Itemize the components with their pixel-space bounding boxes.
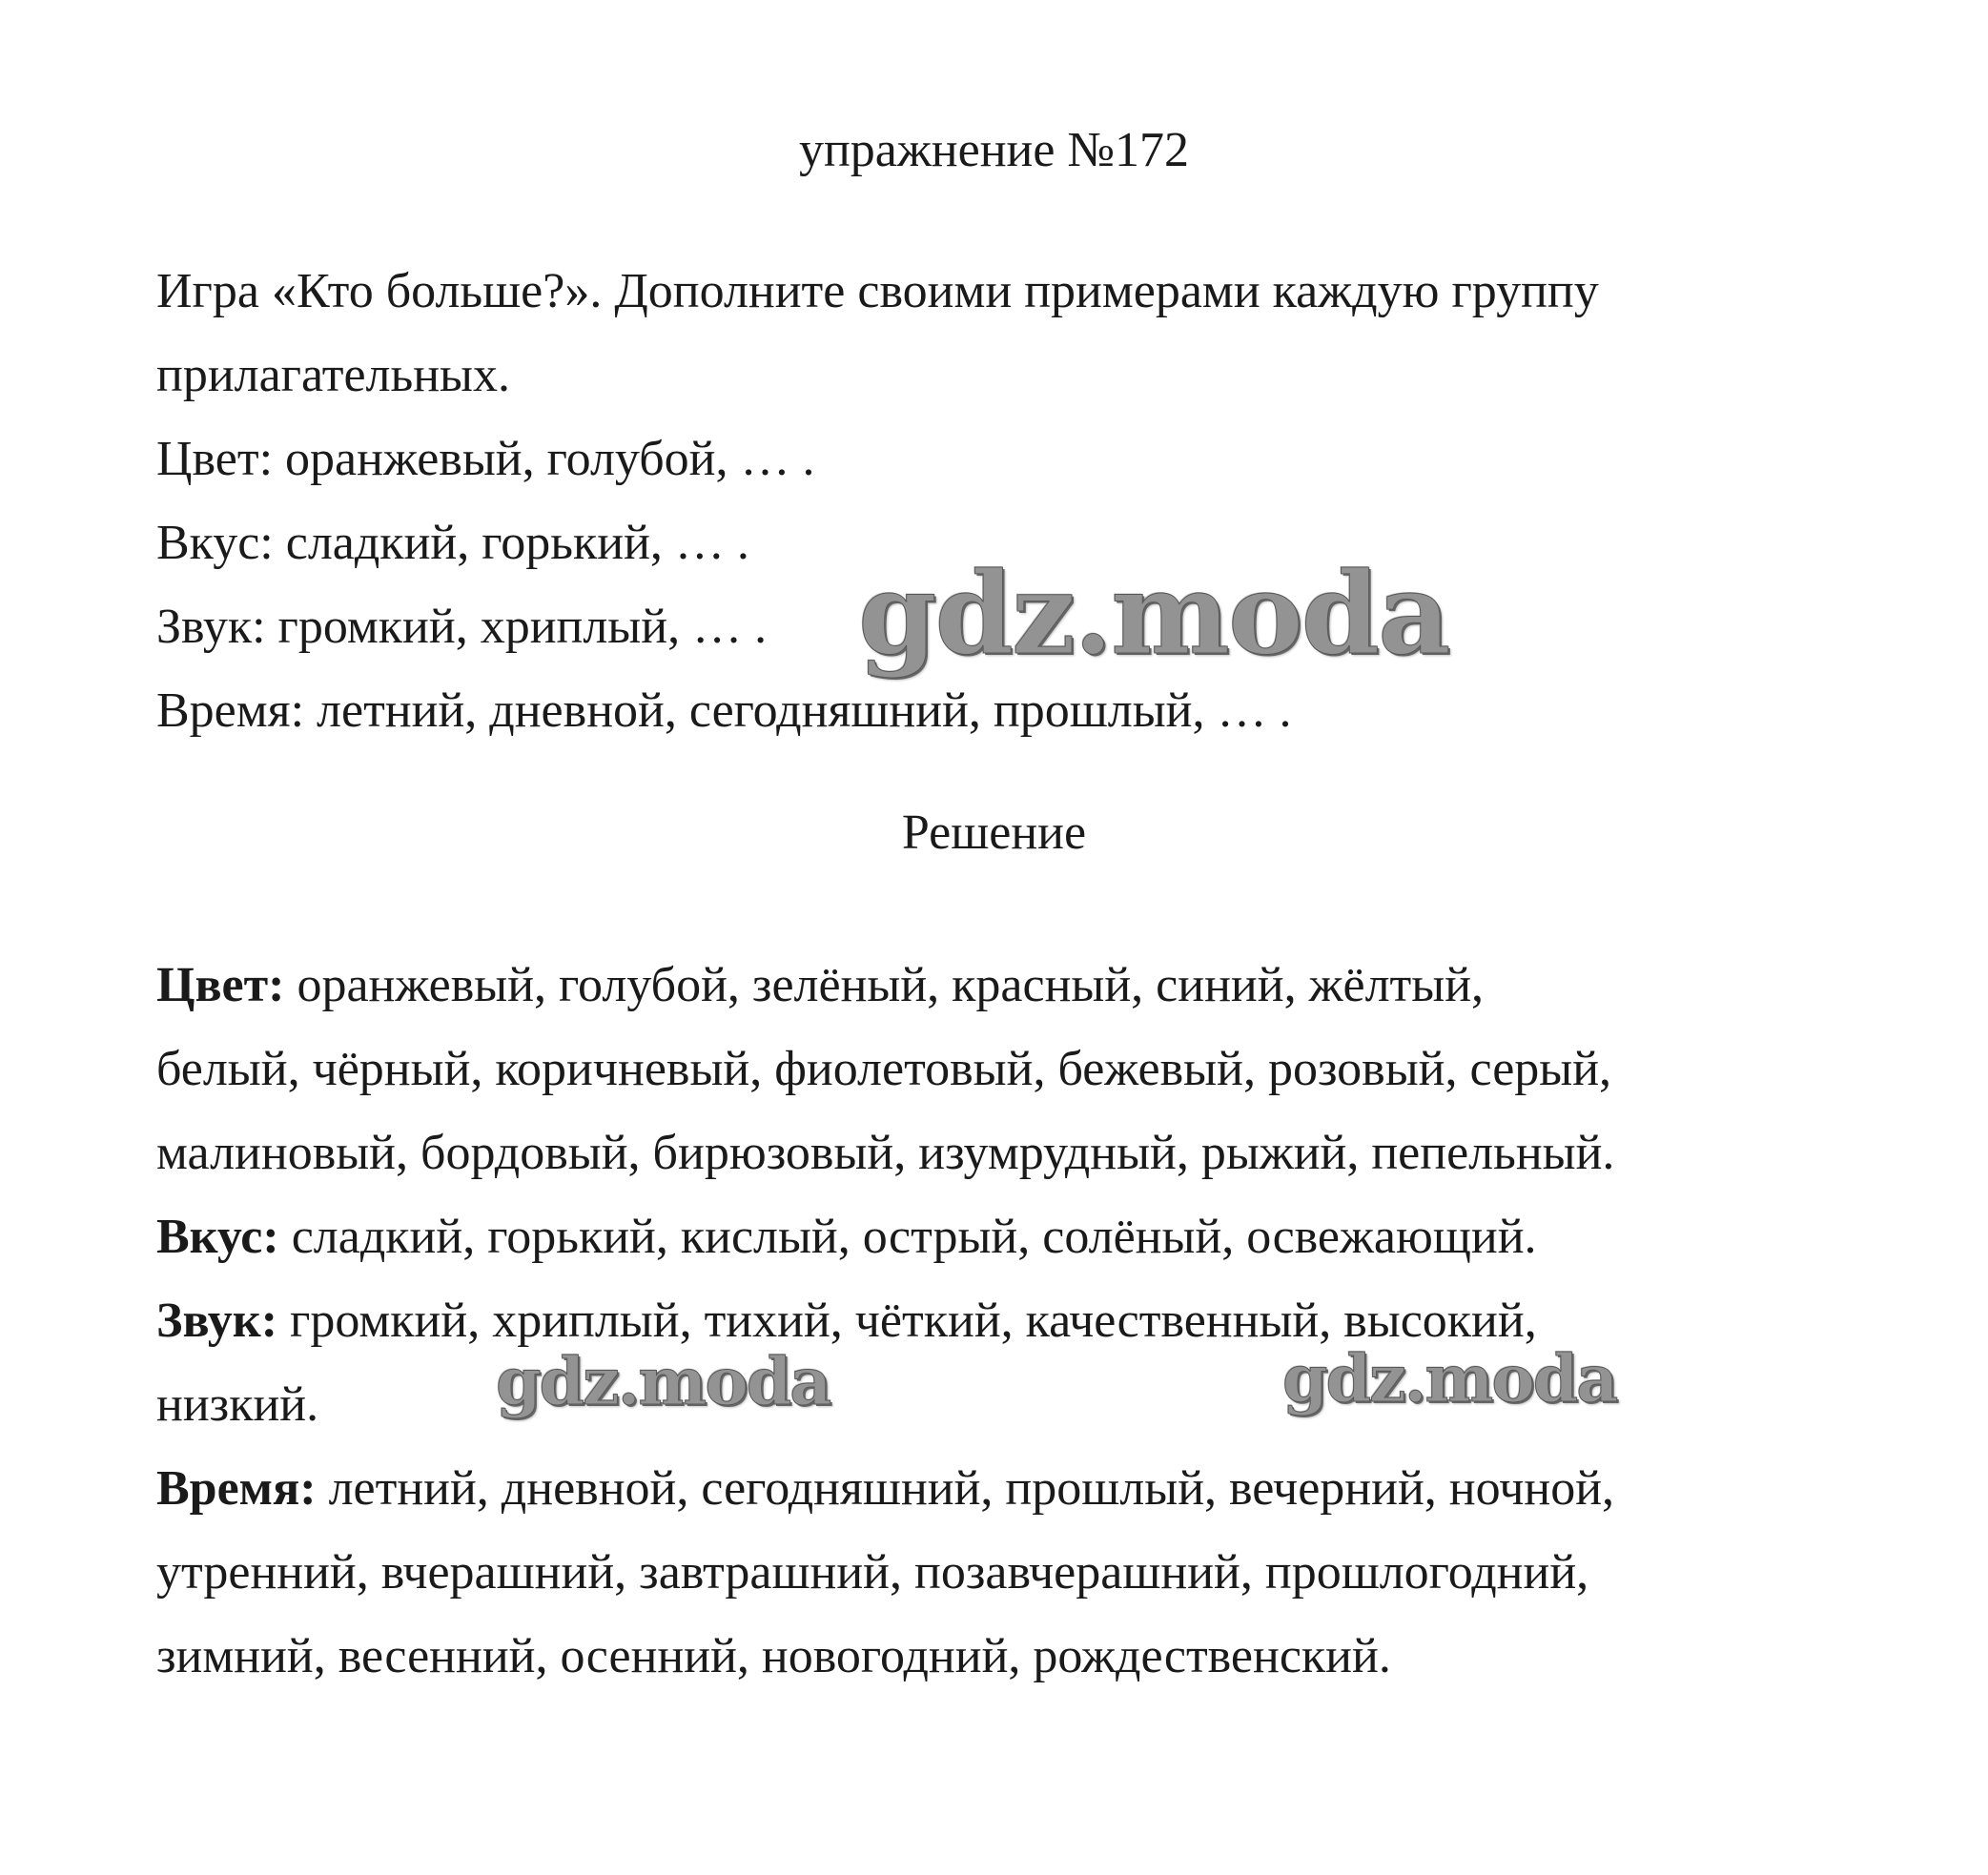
- solution-text: [156, 944, 1863, 1699]
- exercise-title: упражнение №172: [798, 123, 1190, 177]
- answer-sound-label: Звук:: [156, 1294, 278, 1348]
- watermark-logo: gdz.moda: [858, 547, 1449, 680]
- task-taste-line: Вкус: сладкий, горький, … .: [156, 516, 749, 570]
- answer-time-line-3: зимний, весенний, осенний, новогодний, рождественский.: [156, 1629, 1391, 1683]
- task-intro-line-2: прилагательных.: [156, 348, 510, 402]
- answer-time-line-1: [156, 1447, 1863, 1531]
- answer-taste-text-1: сладкий, горький, кислый, острый, солёный, освежающий.: [278, 1210, 1537, 1264]
- task-sound-line: Звук: громкий, хриплый, … .: [156, 600, 768, 654]
- answer-color-line-2: белый, чёрный, коричневый, фиолетовый, бежевый, розовый, серый,: [156, 1042, 1612, 1096]
- answer-color-line-3: малиновый, бордовый, бирюзовый, изумрудный, рыжий, пепельный.: [156, 1126, 1615, 1180]
- watermark-logo: gdz.moda: [496, 1344, 830, 1420]
- answer-taste-line-1: [156, 1195, 1863, 1279]
- answer-color-label: Цвет:: [156, 958, 285, 1012]
- solution-title: Решение: [901, 805, 1087, 860]
- answer-time-text-1: летний, дневной, сегодняшний, прошлый, вечерний, ночной,: [316, 1461, 1615, 1516]
- answer-color-text-1: оранжевый, голубой, зелёный, красный, синий, жёлтый,: [284, 958, 1485, 1012]
- watermark-logo: gdz.moda: [1282, 1341, 1617, 1417]
- answer-time-line-2: утренний, вчерашний, завтрашний, позавчерашний, прошлогодний,: [156, 1545, 1589, 1600]
- answer-sound-line-2: низкий.: [156, 1377, 319, 1432]
- answer-time-label: Время:: [156, 1461, 317, 1516]
- answer-color-line-1: [156, 944, 1863, 1028]
- task-intro-line-1: Игра «Кто больше?». Дополните своими примерами каждую группу: [156, 264, 1599, 318]
- answer-taste-label: Вкус:: [156, 1210, 279, 1264]
- answer-sound-text-1: громкий, хриплый, тихий, чёткий, качественный, высокий,: [277, 1294, 1537, 1348]
- task-time-line: Время: летний, дневной, сегодняшний, прошлый, … .: [156, 683, 1292, 738]
- task-color-line: Цвет: оранжевый, голубой, … .: [156, 432, 815, 486]
